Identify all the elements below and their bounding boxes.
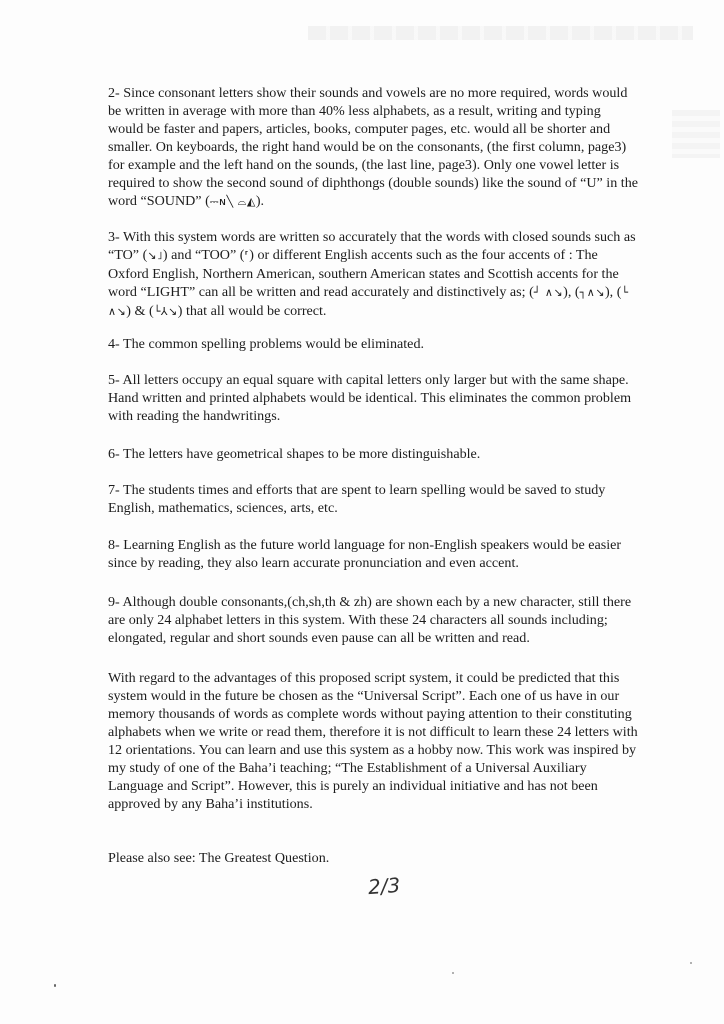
paragraph-text: 4- The common spelling problems would be eliminated. xyxy=(108,336,425,352)
script-glyph-too: ⸢ xyxy=(244,249,250,262)
bleed-through-header xyxy=(308,26,693,40)
paragraph-text: 8- Learning English as the future world language for non-English speakers would be easier since by reading, they also learn accurate pronunciation and even accent. xyxy=(108,537,622,571)
handwritten-page-number: 2/3 xyxy=(367,872,401,900)
separator: ), ( xyxy=(604,284,622,300)
script-glyph-light-southern-american: └ ∧↘ xyxy=(108,286,629,318)
bleed-through-margin xyxy=(672,110,720,158)
see-also-text: Please also see: The Greatest Question. xyxy=(108,850,330,866)
paragraph-see-also xyxy=(108,849,638,867)
paragraph-text: 2- Since consonant letters show their sounds and vowels are no more required, words would be written in average with more than 40% less alphabets, as a result, writing and typing would be faster and papers, articles, books, computer pages, etc. would all be shorter and smaller. On keyboards, the right hand would be on the consonants, (the first column, page3) for example and the left hand on the sounds, (the last line, page3). Only one vowel letter is required to show the second sound of diphthongs (double sounds) like the sound of “U” in the word “SOUND” ( xyxy=(108,85,638,209)
paragraph-text: 7- The students times and efforts that are spent to learn spelling would be saved to study English, mathematics, sciences, arts, etc. xyxy=(108,482,606,516)
script-glyph-sound: ⎓ɴ╲ ⌓◭ xyxy=(209,195,256,208)
paragraph-point-5 xyxy=(108,371,638,425)
script-glyph-light-oxford: ┘ ∧↘ xyxy=(533,286,564,299)
paragraph-text: 6- The letters have geometrical shapes to be more distinguishable. xyxy=(108,446,481,462)
paragraph-conclusion xyxy=(108,669,638,813)
paragraph-text: 5- All letters occupy an equal square with capital letters only larger but with the same shape. Hand written and printed alphabets would be identical. This eliminates the common problem with reading the handwritings. xyxy=(108,372,632,424)
separator: ), ( xyxy=(563,284,580,300)
script-glyph-light-scottish: └⅄↘ xyxy=(153,305,178,318)
paragraph-point-7 xyxy=(108,481,638,517)
paragraph-point-9 xyxy=(108,593,638,647)
scan-speck xyxy=(452,972,454,974)
paragraph-text: 9- Although double consonants,(ch,sh,th & zh) are shown each by a new character, still there are only 24 alphabet letters in this system. With these 24 characters all sounds including; elongated, regular and short sounds even pause can all be written and read. xyxy=(108,594,632,646)
paragraph-text: ) and “TOO” ( xyxy=(162,247,245,263)
paragraph-text: 3- With this system words are written so accurately that the words with closed sounds such as “TO” ( xyxy=(108,229,636,263)
script-glyph-to: ↘˩ xyxy=(147,249,163,262)
paragraph-point-4 xyxy=(108,335,638,353)
scan-speck xyxy=(54,984,56,987)
paragraph-tail: ) that all would be correct. xyxy=(177,303,327,319)
paragraph-point-3 xyxy=(108,228,638,321)
scan-speck xyxy=(690,962,692,964)
paragraph-point-8 xyxy=(108,536,638,572)
paragraph-text: ) or different English accents such as the four accents of : The Oxford English, Northern American, southern American states and Scottish accents for the word “LIGHT” can all be written and read accurately and distinctively as; ( xyxy=(108,247,619,300)
paragraph-tail: ). xyxy=(255,193,265,209)
separator: ) & ( xyxy=(126,303,154,319)
paragraph-point-2 xyxy=(108,84,638,211)
script-glyph-light-northern-american: ┐∧↘ xyxy=(579,286,605,299)
paragraph-point-6 xyxy=(108,445,638,463)
paragraph-text: With regard to the advantages of this proposed script system, it could be predicted that this system would in the future be chosen as the “Universal Script”. Each one of us have in our memory thousands of words as complete words without paying attention to their constituting alphabets when we write or read them, therefore it is not difficult to learn these 24 letters with 12 orientations. You can learn and use this system as a hobby now. This work was inspired by my study of one of the Baha’i teaching; “The Establishment of a Universal Auxiliary Language and Script”. However, this is purely an individual initiative and has not been approved by any Baha’i institutions. xyxy=(108,670,638,812)
